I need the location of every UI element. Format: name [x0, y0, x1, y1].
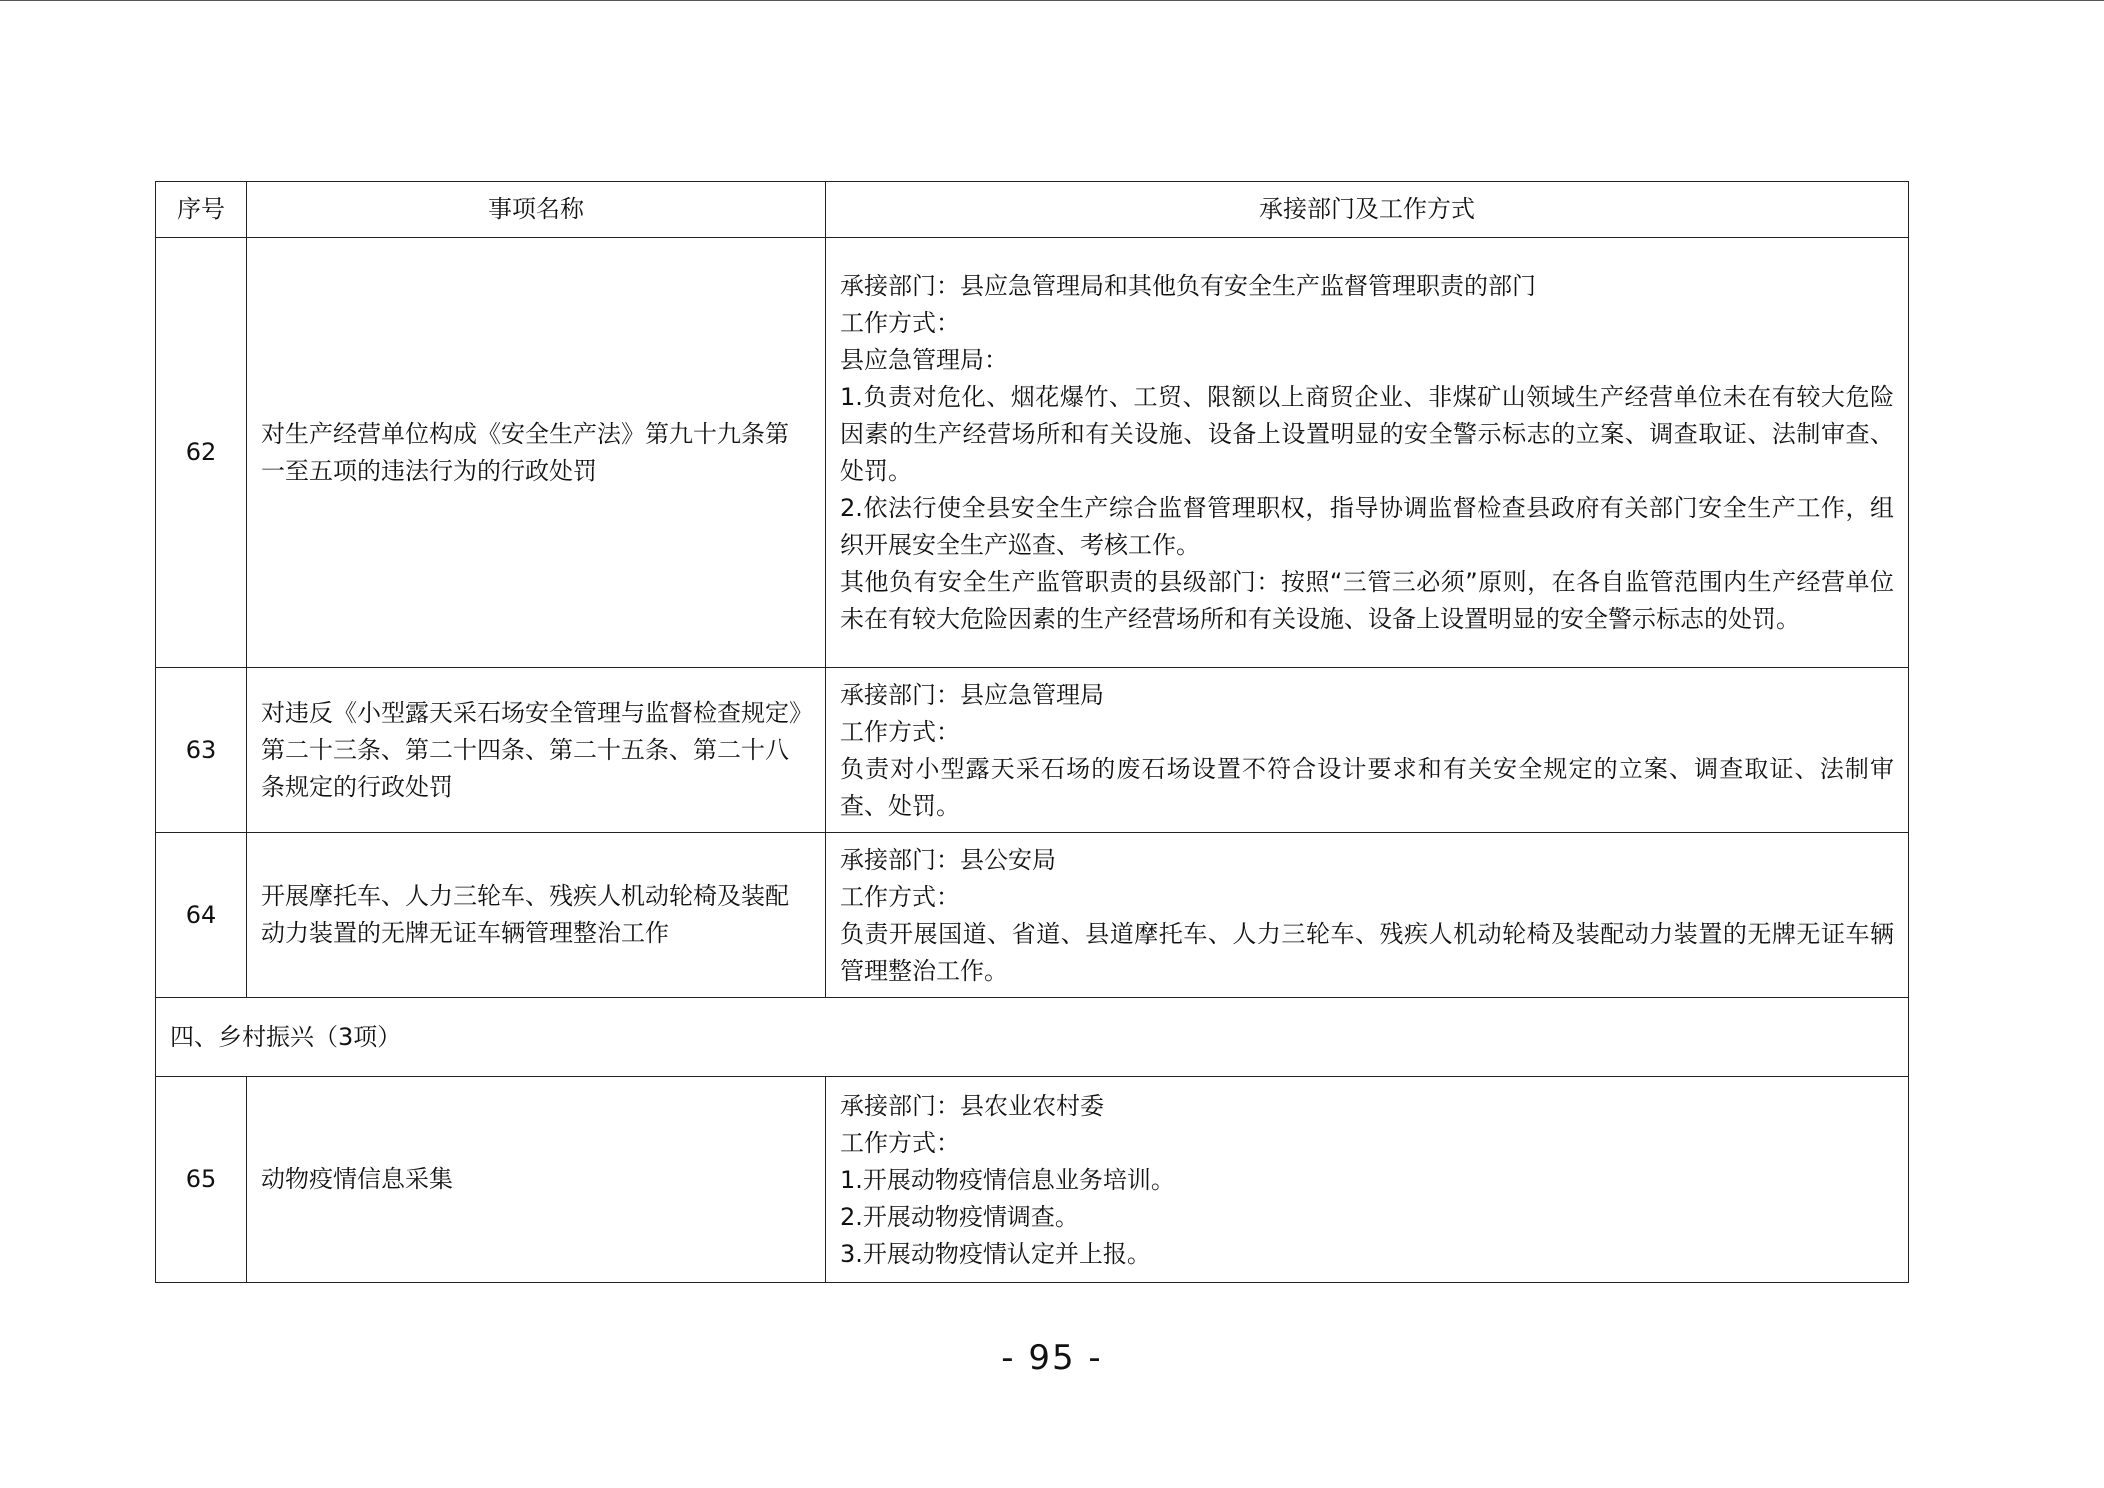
dept-line: 县应急管理局： [840, 346, 1008, 374]
row-matter-name: 对违反《小型露天采石场安全管理与监督检查规定》第二十三条、第二十四条、第二十五条、第二十八条规定的行政处罚 [247, 668, 826, 833]
matters-table [155, 181, 1909, 1283]
table-row [156, 238, 1909, 668]
page-top-rule [0, 0, 2104, 1]
dept-line: 工作方式： [840, 882, 960, 911]
row-department-method [826, 668, 1909, 833]
dept-line: 2.开展动物疫情调查。 [840, 1202, 1079, 1231]
row-serial-number: 62 [156, 238, 247, 668]
row-matter-name: 开展摩托车、人力三轮车、残疾人机动轮椅及装配动力装置的无牌无证车辆管理整治工作 [247, 833, 826, 998]
dept-line: 承接部门：县应急管理局和其他负有安全生产监督管理职责的部门 [840, 272, 1536, 300]
dept-line: 负责开展国道、省道、县道摩托车、人力三轮车、残疾人机动轮椅及装配动力装置的无牌无证车辆管理整治工作。 [840, 919, 1894, 985]
row-department-method [826, 238, 1909, 668]
dept-line: 工作方式： [840, 309, 960, 337]
row-matter-name: 动物疫情信息采集 [247, 1077, 826, 1283]
dept-line: 承接部门：县应急管理局 [840, 680, 1104, 709]
section-title: 四、乡村振兴（3项） [156, 998, 1909, 1077]
row-serial-number: 63 [156, 668, 247, 833]
row-department-method [826, 833, 1909, 998]
header-serial-number: 序号 [156, 182, 247, 238]
dept-line: 工作方式： [840, 1128, 960, 1157]
dept-line: 承接部门：县公安局 [840, 845, 1056, 874]
table-row [156, 668, 1909, 833]
table-row [156, 833, 1909, 998]
dept-line: 3.开展动物疫情认定并上报。 [840, 1239, 1151, 1268]
table-header-row [156, 182, 1909, 238]
dept-line: 2.依法行使全县安全生产综合监督管理职权，指导协调监督检查县政府有关部门安全生产工作，组织开展安全生产巡查、考核工作。 [840, 494, 1894, 559]
dept-line: 承接部门：县农业农村委 [840, 1091, 1104, 1120]
header-matter-name: 事项名称 [247, 182, 826, 238]
row-matter-name: 对生产经营单位构成《安全生产法》第九十九条第一至五项的违法行为的行政处罚 [247, 238, 826, 668]
dept-line: 1.开展动物疫情信息业务培训。 [840, 1165, 1175, 1194]
row-serial-number: 64 [156, 833, 247, 998]
row-department-method [826, 1077, 1909, 1283]
section-heading-row [156, 998, 1909, 1077]
row-serial-number: 65 [156, 1077, 247, 1283]
table-row [156, 1077, 1909, 1283]
dept-line: 负责对小型露天采石场的废石场设置不符合设计要求和有关安全规定的立案、调查取证、法制审查、处罚。 [840, 754, 1894, 820]
dept-line: 1.负责对危化、烟花爆竹、工贸、限额以上商贸企业、非煤矿山领域生产经营单位未在有较大危险因素的生产经营场所和有关设施、设备上设置明显的安全警示标志的立案、调查取证、法制审查、处罚。 [840, 383, 1894, 485]
dept-line: 其他负有安全生产监管职责的县级部门：按照“三管三必须”原则，在各自监管范围内生产经营单位未在有较大危险因素的生产经营场所和有关设施、设备上设置明显的安全警示标志的处罚。 [840, 568, 1894, 633]
page-number: - 95 - [1001, 1338, 1103, 1378]
header-department-method: 承接部门及工作方式 [826, 182, 1909, 238]
dept-line: 工作方式： [840, 717, 960, 746]
